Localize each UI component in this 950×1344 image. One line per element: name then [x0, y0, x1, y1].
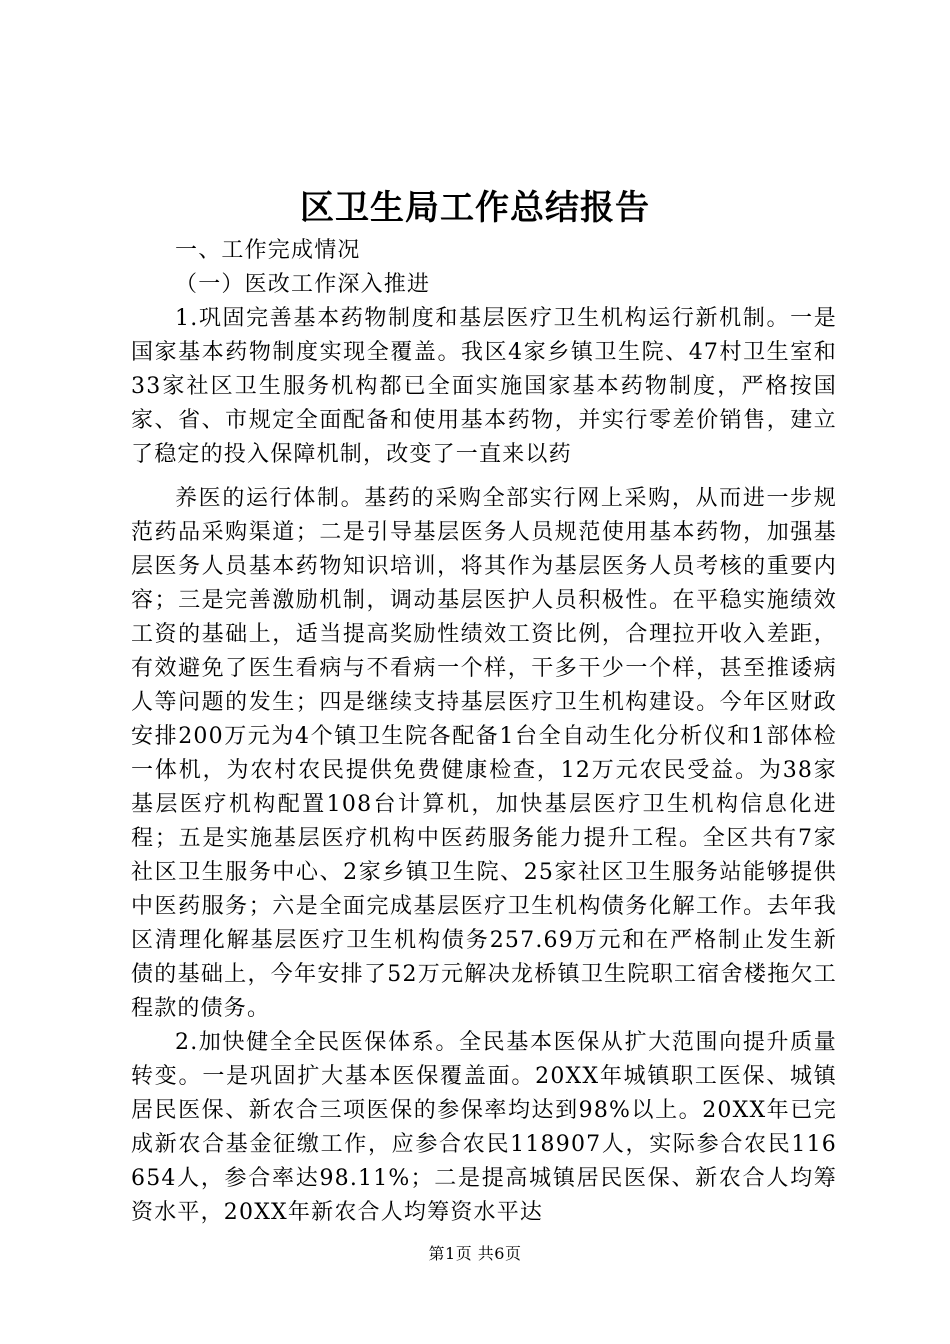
paragraph: 2.加快健全全民医保体系。全民基本医保从扩大范围向提升质量转变。一是巩固扩大基本医保覆盖面。20XX年城镇职工医保、城镇居民医保、新农合三项医保的参保率均达到98%以上。20XX年已完成新农合基金征缴工作，应参合农民118907人，实际参合农民116654人，参合率达98.11%；二是提高城镇居民医保、新农合人均筹资水平，20XX年新农合人均筹资水平达: [131, 1030, 837, 1225]
page-number-footer: 第1页 共6页: [428, 1244, 522, 1263]
document-title: 区卫生局工作总结报告: [300, 188, 650, 228]
subsection-heading: （一）医改工作深入推进: [175, 272, 431, 297]
document-body: [131, 234, 837, 1230]
section-heading: 一、工作完成情况: [175, 238, 361, 263]
paragraph: 养医的运行体制。基药的采购全部实行网上采购，从而进一步规范药品采购渠道；二是引导基层医务人员规范使用基本药物，加强基层医务人员基本药物知识培训，将其作为基层医务人员考核的重要内容；三是完善激励机制，调动基层医护人员积极性。在平稳实施绩效工资的基础上，适当提高奖励性绩效工资比例，合理拉开收入差距，有效避免了医生看病与不看病一个样，干多干少一个样，甚至推诿病人等问题的发生；四是继续支持基层医疗卫生机构建设。今年区财政安排200万元为4个镇卫生院各配备1台全自动生化分析仪和1部体检一体机，为农村农民提供免费健康检查，12万元农民受益。为38家基层医疗机构配置108台计算机，加快基层医疗卫生机构信息化进程；五是实施基层医疗机构中医药服务能力提升工程。全区共有7家社区卫生服务中心、2家乡镇卫生院、25家社区卫生服务站能够提供中医药服务；六是全面完成基层医疗卫生机构债务化解工作。去年我区清理化解基层医疗卫生机构债务257.69万元和在严格制止发生新债的基础上，今年安排了52万元解决龙桥镇卫生院职工宿舍楼拖欠工程款的债务。: [131, 486, 837, 1021]
paragraph: 1.巩固完善基本药物制度和基层医疗卫生机构运行新机制。一是国家基本药物制度实现全覆盖。我区4家乡镇卫生院、47村卫生室和33家社区卫生服务机构都已全面实施国家基本药物制度，严格按国家、省、市规定全面配备和使用基本药物，并实行零差价销售，建立了稳定的投入保障机制，改变了一直来以药: [131, 306, 837, 467]
